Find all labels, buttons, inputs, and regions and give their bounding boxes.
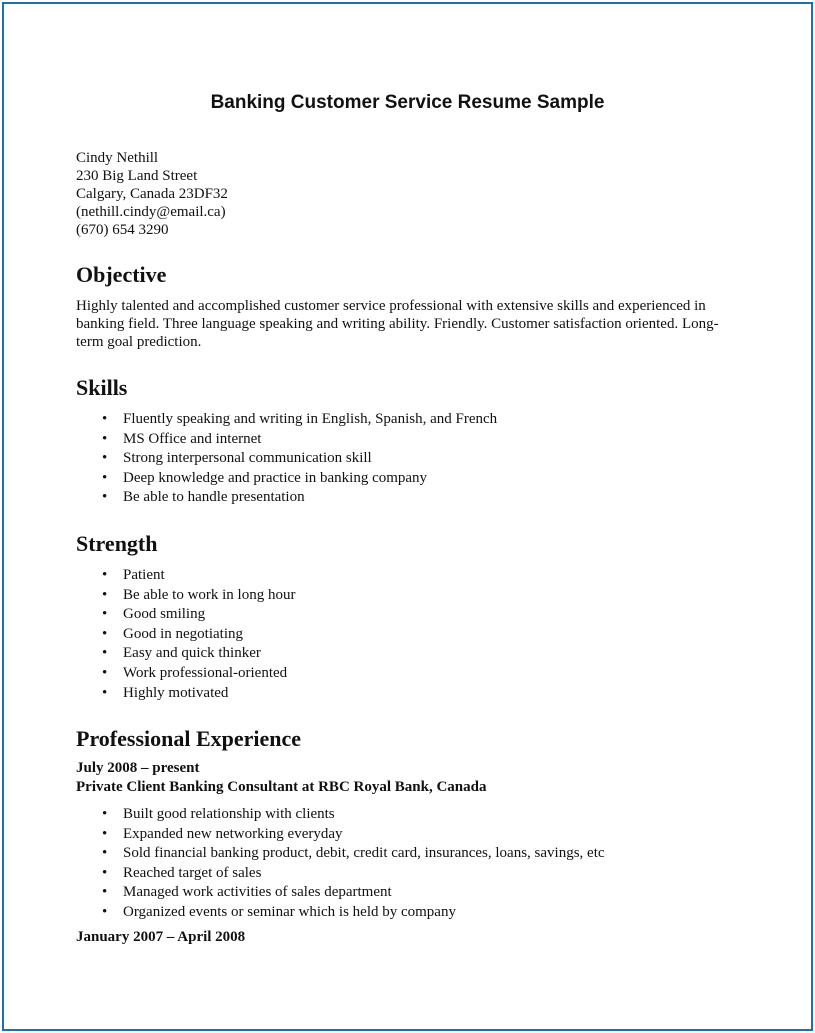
bullet-icon: •	[102, 567, 108, 583]
list-item	[76, 430, 497, 450]
list-item	[76, 469, 497, 489]
strength-heading: Strength	[76, 531, 158, 556]
contact-phone: (670) 654 3290	[76, 222, 169, 238]
bullet-icon: •	[102, 606, 108, 623]
list-item	[76, 488, 497, 508]
skills-heading: Skills	[76, 375, 128, 400]
list-item	[76, 825, 605, 845]
list-item	[76, 644, 295, 664]
list-item	[76, 449, 497, 469]
list-item-text: Patient	[123, 567, 165, 583]
bullet-icon: •	[102, 864, 108, 881]
list-item-text: MS Office and internet	[123, 430, 262, 447]
contact-city: Calgary, Canada 23DF32	[76, 186, 228, 202]
list-item	[76, 664, 295, 684]
list-item-text: Expanded new networking everyday	[123, 825, 343, 842]
bullet-icon: •	[102, 845, 108, 862]
list-item	[76, 605, 295, 625]
bullet-icon: •	[102, 430, 108, 447]
job-period: January 2007 – April 2008	[76, 929, 246, 945]
list-item-text: Good in negotiating	[123, 625, 243, 642]
objective-heading: Objective	[76, 262, 167, 287]
strength-list	[76, 566, 295, 703]
skills-list	[76, 410, 497, 508]
contact-address: 230 Big Land Street	[76, 168, 198, 184]
list-item	[76, 805, 605, 825]
bullet-icon: •	[102, 806, 108, 822]
bullet-icon: •	[102, 664, 108, 681]
list-item-text: Good smiling	[123, 606, 206, 623]
list-item-text: Built good relationship with clients	[123, 806, 335, 822]
job-position: Private Client Banking Consultant at RBC Royal Bank, Canada	[76, 779, 487, 795]
list-item-text: Sold financial banking product, debit, credit card, insurances, loans, savings, etc	[123, 845, 605, 862]
list-item-text: Organized events or seminar which is held by company	[123, 903, 456, 920]
list-item	[76, 625, 295, 645]
list-item-text: Be able to handle presentation	[123, 489, 305, 506]
list-item-text: Reached target of sales	[123, 864, 262, 881]
experience-heading: Professional Experience	[76, 726, 302, 751]
list-item	[76, 844, 605, 864]
bullet-icon: •	[102, 903, 108, 920]
list-item	[76, 410, 497, 430]
bullet-icon: •	[102, 645, 108, 662]
list-item-text: Fluently speaking and writing in English, Spanish, and French	[123, 411, 498, 427]
bullet-icon: •	[102, 411, 108, 427]
bullet-icon: •	[102, 450, 108, 467]
bullet-icon: •	[102, 586, 108, 603]
list-item	[76, 903, 605, 923]
list-item-text: Strong interpersonal communication skill	[123, 450, 372, 467]
job-duties-list	[76, 805, 605, 923]
list-item-text: Easy and quick thinker	[123, 645, 261, 662]
bullet-icon: •	[102, 825, 108, 842]
list-item-text: Highly motivated	[123, 684, 229, 701]
list-item-text: Work professional-oriented	[123, 664, 288, 681]
list-item-text: Be able to work in long hour	[123, 586, 296, 603]
list-item	[76, 684, 295, 704]
list-item-text: Deep knowledge and practice in banking company	[123, 469, 428, 486]
list-item	[76, 883, 605, 903]
bullet-icon: •	[102, 884, 108, 901]
contact-name: Cindy Nethill	[76, 150, 159, 166]
bullet-icon: •	[102, 469, 108, 486]
list-item	[76, 566, 295, 586]
list-item	[76, 864, 605, 884]
bullet-icon: •	[102, 625, 108, 642]
document-title: Banking Customer Service Resume Sample	[210, 92, 605, 113]
contact-block	[76, 149, 228, 239]
bullet-icon: •	[102, 489, 108, 506]
job-period: July 2008 – present	[76, 760, 200, 776]
contact-email: (nethill.cindy@email.ca)	[76, 204, 226, 220]
objective-text: Highly talented and accomplished customer service professional with extensive skills and experienced in banking field. Three language speaking and writing ability. Friendly. Customer satisfaction oriented. Long-term goal prediction.	[76, 298, 719, 350]
list-item-text: Managed work activities of sales department	[123, 884, 392, 901]
list-item	[76, 586, 295, 606]
bullet-icon: •	[102, 684, 108, 701]
